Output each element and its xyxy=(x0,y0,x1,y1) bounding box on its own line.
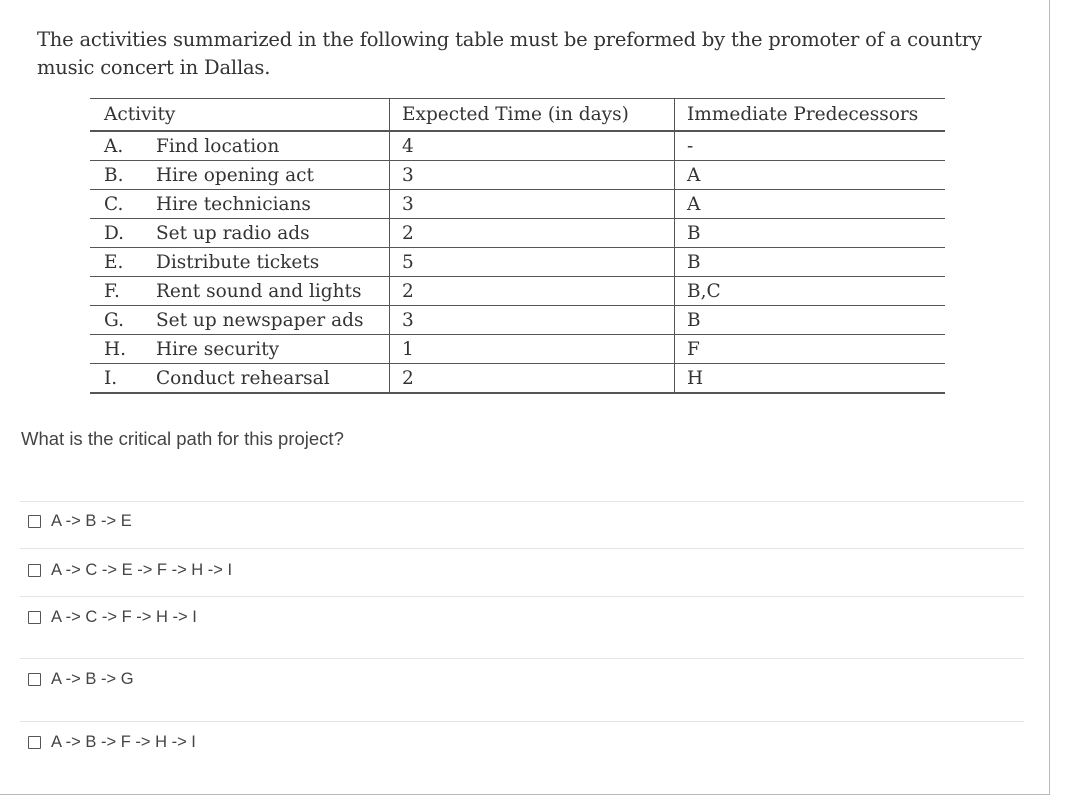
activity-letter: C. xyxy=(104,193,124,215)
activity-letter: A. xyxy=(104,135,124,157)
activity-letter: D. xyxy=(104,222,125,244)
checkbox-icon[interactable] xyxy=(28,515,41,528)
option-label: A -> C -> F -> H -> I xyxy=(51,608,197,626)
activity-name: Rent sound and lights xyxy=(156,280,362,302)
predecessor-cell: B,C xyxy=(675,277,946,306)
question-text: What is the critical path for this project? xyxy=(21,428,344,449)
activity-letter: E. xyxy=(104,251,124,273)
option-divider xyxy=(20,658,1024,659)
activity-table xyxy=(90,98,945,394)
activity-letter: F. xyxy=(104,280,120,302)
table-row xyxy=(90,277,945,306)
answer-option-2[interactable] xyxy=(28,561,232,580)
table-row xyxy=(90,335,945,364)
option-divider xyxy=(20,596,1024,597)
activity-cell xyxy=(90,248,390,277)
activity-cell xyxy=(90,131,390,161)
predecessor-cell: B xyxy=(675,306,946,335)
predecessor-cell: H xyxy=(675,364,946,394)
time-cell: 2 xyxy=(390,364,675,394)
time-cell: 2 xyxy=(390,219,675,248)
table-header-row xyxy=(90,99,945,132)
answer-option-3[interactable] xyxy=(28,608,197,627)
checkbox-icon[interactable] xyxy=(28,673,41,686)
predecessor-cell: B xyxy=(675,248,946,277)
checkbox-icon[interactable] xyxy=(28,736,41,749)
predecessor-cell: B xyxy=(675,219,946,248)
activity-cell xyxy=(90,335,390,364)
header-expected-time: Expected Time (in days) xyxy=(390,99,675,132)
time-cell: 4 xyxy=(390,131,675,161)
activity-name: Set up newspaper ads xyxy=(156,309,364,331)
table-row xyxy=(90,248,945,277)
activity-letter: B. xyxy=(104,164,124,186)
activity-letter: H. xyxy=(104,338,127,360)
activity-name: Hire opening act xyxy=(156,164,314,186)
prompt-line-2: music concert in Dallas. xyxy=(37,56,271,79)
time-cell: 3 xyxy=(390,306,675,335)
option-label: A -> B -> G xyxy=(51,670,134,688)
time-cell: 3 xyxy=(390,161,675,190)
activity-name: Find location xyxy=(156,135,280,157)
activity-cell xyxy=(90,219,390,248)
answer-option-5[interactable] xyxy=(28,733,196,752)
checkbox-icon[interactable] xyxy=(28,564,41,577)
activity-cell xyxy=(90,364,390,394)
activity-cell xyxy=(90,277,390,306)
time-cell: 1 xyxy=(390,335,675,364)
table-row xyxy=(90,364,945,394)
activity-name: Hire security xyxy=(156,338,280,360)
question-prompt xyxy=(37,26,1027,82)
activity-name: Hire technicians xyxy=(156,193,311,215)
activity-cell xyxy=(90,190,390,219)
time-cell: 5 xyxy=(390,248,675,277)
header-activity: Activity xyxy=(90,99,390,132)
option-label: A -> B -> F -> H -> I xyxy=(51,733,196,751)
option-divider xyxy=(20,548,1024,549)
prompt-line-1: The activities summarized in the following table must be preformed by the promoter of a country xyxy=(37,28,982,51)
activity-cell xyxy=(90,161,390,190)
activity-name: Distribute tickets xyxy=(156,251,320,273)
predecessor-cell: - xyxy=(675,131,946,161)
table-row xyxy=(90,190,945,219)
table-row xyxy=(90,161,945,190)
answer-option-4[interactable] xyxy=(28,670,134,689)
activity-name: Set up radio ads xyxy=(156,222,310,244)
option-divider xyxy=(20,721,1024,722)
predecessor-cell: A xyxy=(675,161,946,190)
activity-name: Conduct rehearsal xyxy=(156,367,330,389)
predecessor-cell: A xyxy=(675,190,946,219)
checkbox-icon[interactable] xyxy=(28,611,41,624)
table-row xyxy=(90,131,945,161)
activity-cell xyxy=(90,306,390,335)
option-label: A -> C -> E -> F -> H -> I xyxy=(51,561,233,579)
option-divider xyxy=(20,501,1024,502)
time-cell: 2 xyxy=(390,277,675,306)
predecessor-cell: F xyxy=(675,335,946,364)
header-predecessors: Immediate Predecessors xyxy=(675,99,946,132)
table-row xyxy=(90,306,945,335)
option-label: A -> B -> E xyxy=(51,512,132,530)
answer-option-1[interactable] xyxy=(28,512,132,531)
time-cell: 3 xyxy=(390,190,675,219)
activity-letter: G. xyxy=(104,309,124,331)
table-row xyxy=(90,219,945,248)
activity-letter: I. xyxy=(104,367,118,389)
